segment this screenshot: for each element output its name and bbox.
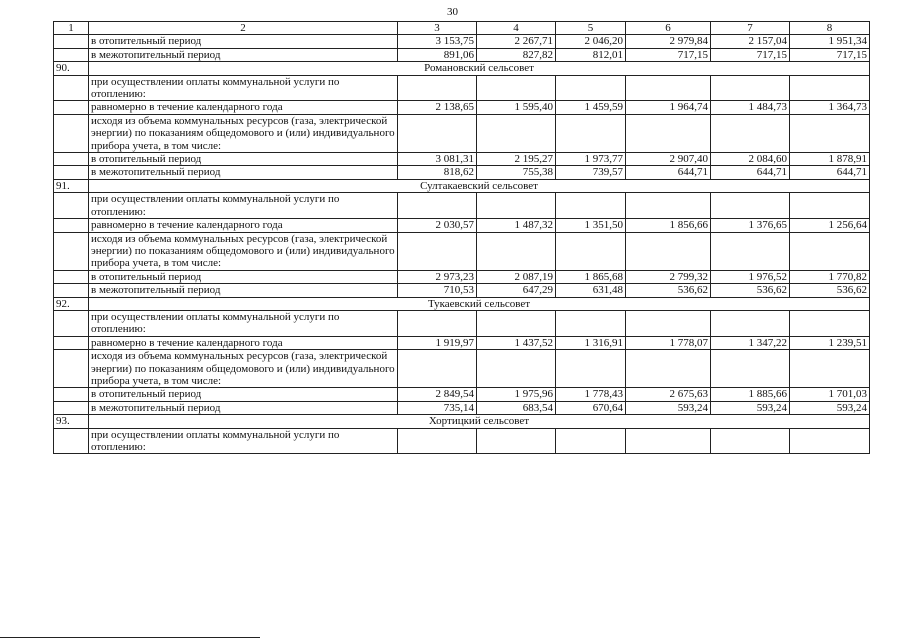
table-row — [54, 166, 870, 179]
value-cell: 593,24 — [711, 401, 790, 414]
row-label: исходя из объема коммунальных ресурсов (газа, электрической энергии) по показаниям общедомового и (или) индивидуального прибора учета, в том числе: — [89, 232, 398, 270]
value-cell: 1 595,40 — [477, 101, 556, 114]
value-cell: 755,38 — [477, 166, 556, 179]
row-index — [54, 219, 89, 232]
value-cell: 1 376,65 — [711, 219, 790, 232]
value-cell — [556, 193, 626, 219]
page-number: 30 — [447, 6, 458, 18]
value-cell: 536,62 — [626, 284, 711, 297]
value-cell: 827,82 — [477, 48, 556, 61]
value-cell — [711, 75, 790, 101]
value-cell: 2 675,63 — [626, 388, 711, 401]
section-row — [54, 179, 870, 192]
value-cell: 1 919,97 — [398, 336, 477, 349]
section-index: 91. — [54, 179, 89, 192]
column-number: 1 — [54, 22, 89, 35]
value-cell: 710,53 — [398, 284, 477, 297]
section-title: Романовский сельсовет — [89, 62, 870, 75]
value-cell — [556, 428, 626, 454]
table-row — [54, 232, 870, 270]
row-label: равномерно в течение календарного года — [89, 219, 398, 232]
value-cell — [626, 75, 711, 101]
column-numbers-row — [54, 22, 870, 35]
value-cell: 2 030,57 — [398, 219, 477, 232]
value-cell: 739,57 — [556, 166, 626, 179]
value-cell: 3 153,75 — [398, 35, 477, 48]
section-index: 93. — [54, 415, 89, 428]
column-number: 8 — [790, 22, 870, 35]
value-cell: 1 770,82 — [790, 270, 870, 283]
row-index — [54, 101, 89, 114]
row-index — [54, 310, 89, 336]
column-number: 4 — [477, 22, 556, 35]
footnote-rule — [0, 637, 260, 638]
value-cell — [626, 114, 711, 152]
table-row — [54, 114, 870, 152]
row-label: исходя из объема коммунальных ресурсов (газа, электрической энергии) по показаниям общедомового и (или) индивидуального прибора учета, в том числе: — [89, 114, 398, 152]
table-row — [54, 219, 870, 232]
section-row — [54, 62, 870, 75]
section-row — [54, 297, 870, 310]
value-cell: 1 347,22 — [711, 336, 790, 349]
value-cell: 683,54 — [477, 401, 556, 414]
row-index — [54, 388, 89, 401]
value-cell — [398, 428, 477, 454]
value-cell — [477, 310, 556, 336]
column-number: 6 — [626, 22, 711, 35]
row-label: в межотопительный период — [89, 284, 398, 297]
value-cell — [626, 428, 711, 454]
row-label: в отопительный период — [89, 35, 398, 48]
value-cell: 2 267,71 — [477, 35, 556, 48]
value-cell — [790, 310, 870, 336]
table-row — [54, 270, 870, 283]
value-cell: 1 351,50 — [556, 219, 626, 232]
value-cell: 1 701,03 — [790, 388, 870, 401]
value-cell: 1 964,74 — [626, 101, 711, 114]
value-cell: 1 364,73 — [790, 101, 870, 114]
value-cell: 1 778,43 — [556, 388, 626, 401]
value-cell: 1 976,52 — [711, 270, 790, 283]
table-row — [54, 284, 870, 297]
table-row — [54, 101, 870, 114]
value-cell: 631,48 — [556, 284, 626, 297]
table-body — [54, 22, 870, 454]
value-cell: 1 487,32 — [477, 219, 556, 232]
table-row — [54, 75, 870, 101]
value-cell — [556, 350, 626, 388]
table-row — [54, 35, 870, 48]
value-cell — [398, 75, 477, 101]
row-index — [54, 193, 89, 219]
row-index — [54, 75, 89, 101]
row-label: в отопительный период — [89, 388, 398, 401]
row-label: исходя из объема коммунальных ресурсов (газа, электрической энергии) по показаниям общедомового и (или) индивидуального прибора учета, в том числе: — [89, 350, 398, 388]
value-cell: 1 778,07 — [626, 336, 711, 349]
value-cell: 1 256,64 — [790, 219, 870, 232]
value-cell: 593,24 — [626, 401, 711, 414]
value-cell — [790, 75, 870, 101]
value-cell — [398, 232, 477, 270]
value-cell — [711, 232, 790, 270]
value-cell — [711, 310, 790, 336]
value-cell: 1 484,73 — [711, 101, 790, 114]
value-cell — [556, 75, 626, 101]
value-cell — [398, 193, 477, 219]
value-cell: 644,71 — [626, 166, 711, 179]
row-index — [54, 401, 89, 414]
value-cell: 2 849,54 — [398, 388, 477, 401]
value-cell — [626, 232, 711, 270]
value-cell — [790, 350, 870, 388]
value-cell: 818,62 — [398, 166, 477, 179]
row-label: равномерно в течение календарного года — [89, 336, 398, 349]
table-row — [54, 48, 870, 61]
value-cell — [556, 232, 626, 270]
row-index — [54, 270, 89, 283]
value-cell — [398, 114, 477, 152]
value-cell: 647,29 — [477, 284, 556, 297]
value-cell: 735,14 — [398, 401, 477, 414]
section-title: Тукаевский сельсовет — [89, 297, 870, 310]
value-cell: 1 856,66 — [626, 219, 711, 232]
value-cell: 1 975,96 — [477, 388, 556, 401]
row-index — [54, 336, 89, 349]
value-cell: 670,64 — [556, 401, 626, 414]
value-cell — [477, 350, 556, 388]
value-cell: 2 084,60 — [711, 153, 790, 166]
row-index — [54, 35, 89, 48]
value-cell: 717,15 — [626, 48, 711, 61]
value-cell — [556, 114, 626, 152]
value-cell: 891,06 — [398, 48, 477, 61]
value-cell — [626, 350, 711, 388]
value-cell — [711, 428, 790, 454]
value-cell — [790, 428, 870, 454]
value-cell — [711, 114, 790, 152]
value-cell — [790, 193, 870, 219]
value-cell: 1 316,91 — [556, 336, 626, 349]
row-label: при осуществлении оплаты коммунальной услуги по отоплению: — [89, 193, 398, 219]
row-index — [54, 350, 89, 388]
tariff-table — [53, 21, 870, 454]
value-cell: 2 195,27 — [477, 153, 556, 166]
row-index — [54, 284, 89, 297]
value-cell: 536,62 — [790, 284, 870, 297]
column-number: 2 — [89, 22, 398, 35]
value-cell: 812,01 — [556, 48, 626, 61]
column-number: 5 — [556, 22, 626, 35]
table-row — [54, 350, 870, 388]
value-cell — [790, 114, 870, 152]
table-row — [54, 401, 870, 414]
table-row — [54, 153, 870, 166]
value-cell: 1 437,52 — [477, 336, 556, 349]
value-cell: 2 138,65 — [398, 101, 477, 114]
row-label: при осуществлении оплаты коммунальной услуги по отоплению: — [89, 428, 398, 454]
row-label: в межотопительный период — [89, 48, 398, 61]
section-index: 92. — [54, 297, 89, 310]
row-index — [54, 153, 89, 166]
value-cell: 2 157,04 — [711, 35, 790, 48]
value-cell: 1 878,91 — [790, 153, 870, 166]
section-index: 90. — [54, 62, 89, 75]
value-cell: 2 907,40 — [626, 153, 711, 166]
value-cell: 1 865,68 — [556, 270, 626, 283]
row-label: при осуществлении оплаты коммунальной услуги по отоплению: — [89, 310, 398, 336]
value-cell — [477, 75, 556, 101]
row-index — [54, 166, 89, 179]
section-row — [54, 415, 870, 428]
value-cell — [398, 310, 477, 336]
value-cell — [626, 310, 711, 336]
table-row — [54, 336, 870, 349]
row-label: в межотопительный период — [89, 166, 398, 179]
row-index — [54, 428, 89, 454]
value-cell — [711, 350, 790, 388]
value-cell: 1 885,66 — [711, 388, 790, 401]
value-cell: 1 239,51 — [790, 336, 870, 349]
value-cell — [477, 232, 556, 270]
value-cell: 2 046,20 — [556, 35, 626, 48]
value-cell — [477, 428, 556, 454]
section-title: Хортицкий сельсовет — [89, 415, 870, 428]
table-row — [54, 388, 870, 401]
section-title: Султакаевский сельсовет — [89, 179, 870, 192]
value-cell: 717,15 — [711, 48, 790, 61]
value-cell: 2 087,19 — [477, 270, 556, 283]
row-index — [54, 232, 89, 270]
row-label: в отопительный период — [89, 270, 398, 283]
value-cell: 2 979,84 — [626, 35, 711, 48]
row-index — [54, 114, 89, 152]
table-row — [54, 310, 870, 336]
value-cell — [556, 310, 626, 336]
table-row — [54, 428, 870, 454]
value-cell: 593,24 — [790, 401, 870, 414]
value-cell — [398, 350, 477, 388]
value-cell — [477, 193, 556, 219]
value-cell: 644,71 — [790, 166, 870, 179]
row-label: в межотопительный период — [89, 401, 398, 414]
value-cell: 1 951,34 — [790, 35, 870, 48]
row-label: в отопительный период — [89, 153, 398, 166]
column-number: 7 — [711, 22, 790, 35]
value-cell: 1 459,59 — [556, 101, 626, 114]
value-cell: 3 081,31 — [398, 153, 477, 166]
row-index — [54, 48, 89, 61]
row-label: равномерно в течение календарного года — [89, 101, 398, 114]
value-cell — [477, 114, 556, 152]
table-row — [54, 193, 870, 219]
value-cell: 536,62 — [711, 284, 790, 297]
value-cell — [626, 193, 711, 219]
column-number: 3 — [398, 22, 477, 35]
row-label: при осуществлении оплаты коммунальной услуги по отоплению: — [89, 75, 398, 101]
value-cell: 644,71 — [711, 166, 790, 179]
value-cell: 1 973,77 — [556, 153, 626, 166]
value-cell — [711, 193, 790, 219]
value-cell: 2 973,23 — [398, 270, 477, 283]
value-cell: 2 799,32 — [626, 270, 711, 283]
value-cell — [790, 232, 870, 270]
value-cell: 717,15 — [790, 48, 870, 61]
